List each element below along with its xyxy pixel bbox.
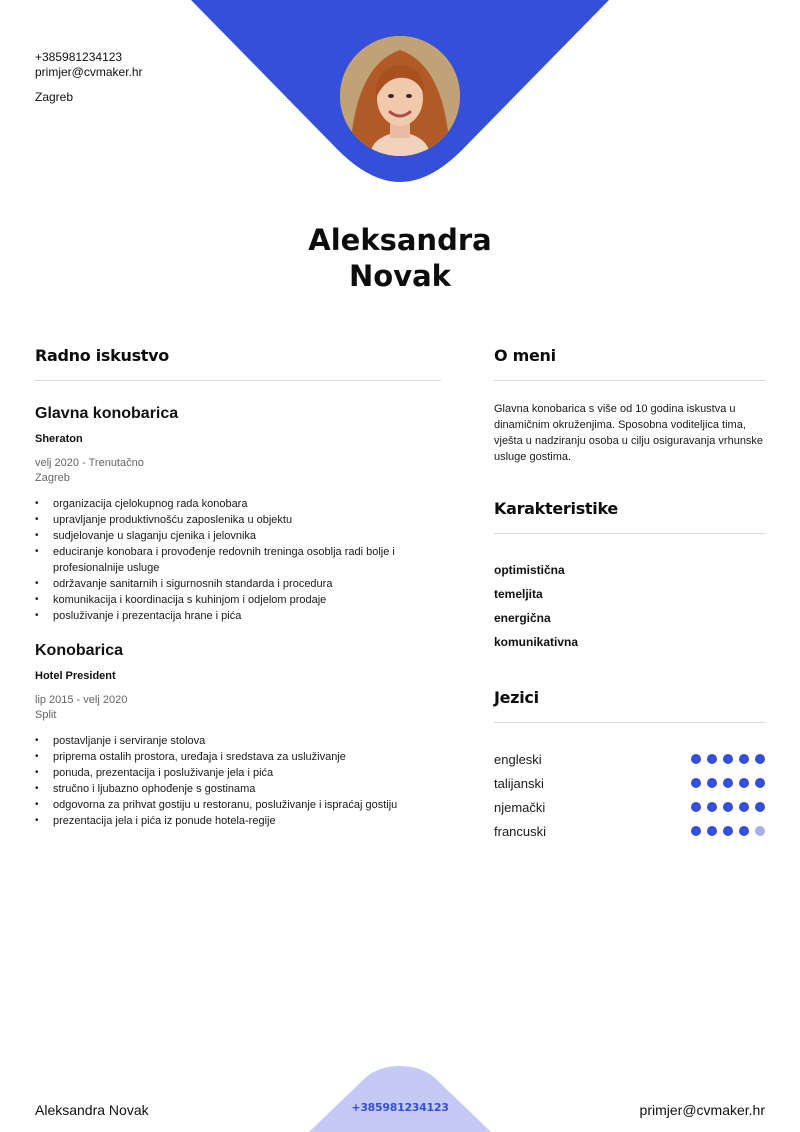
level-dot bbox=[691, 778, 701, 788]
job-city: Split bbox=[35, 709, 57, 721]
level-dot bbox=[723, 802, 733, 812]
trait-item: energična bbox=[494, 611, 551, 625]
list-item: • priprema ostalih prostora, uređaja i sredstava za usluživanje bbox=[35, 749, 441, 765]
last-name: Novak bbox=[349, 259, 451, 293]
traits-title: Karakteristike bbox=[494, 499, 765, 534]
level-dot bbox=[755, 778, 765, 788]
email-text[interactable]: primjer@cvmaker.hr bbox=[35, 65, 143, 79]
language-row bbox=[494, 771, 765, 795]
sidebar-sections bbox=[494, 346, 765, 843]
language-row bbox=[494, 795, 765, 819]
footer-email[interactable]: primjer@cvmaker.hr bbox=[639, 1102, 765, 1118]
languages-title: Jezici bbox=[494, 688, 765, 723]
level-dot bbox=[707, 802, 717, 812]
list-item: • upravljanje produktivnošću zaposlenika u objektu bbox=[35, 512, 441, 528]
experience-section bbox=[35, 346, 441, 829]
level-dot bbox=[755, 754, 765, 764]
level-dot bbox=[739, 778, 749, 788]
traits-list bbox=[494, 558, 765, 654]
full-name bbox=[0, 222, 800, 294]
language-name: francuski bbox=[494, 823, 547, 839]
list-item: • organizacija cjelokupnog rada konobara bbox=[35, 496, 441, 512]
level-dot bbox=[723, 778, 733, 788]
experience-title: Radno iskustvo bbox=[35, 346, 441, 381]
about-text: Glavna konobarica s više od 10 godina iskustva u dinamičnim okruženjima. Sposobna voditeljica tima, vješta u nadziranju osoba u cilju osiguravanja vrhunske usluge gostima. bbox=[494, 403, 764, 463]
job-dates: lip 2015 - velj 2020 bbox=[35, 694, 128, 706]
city-text: Zagreb bbox=[35, 90, 74, 104]
job-company: Sheraton bbox=[35, 433, 83, 445]
level-dot bbox=[707, 754, 717, 764]
language-row bbox=[494, 747, 765, 771]
job-duties bbox=[35, 496, 441, 624]
trait-item: temeljita bbox=[494, 587, 543, 601]
list-item: • komunikacija i koordinacija s kuhinjom i odjelom prodaje bbox=[35, 592, 441, 608]
level-dot bbox=[691, 754, 701, 764]
languages-list bbox=[494, 747, 765, 843]
level-dot bbox=[755, 802, 765, 812]
level-dot bbox=[723, 826, 733, 836]
trait-item: optimistična bbox=[494, 563, 565, 577]
list-item: • educiranje konobara i provođenje redovnih treninga osoblja radi bolje i profesionalnije usluge bbox=[35, 544, 441, 576]
job-company: Hotel President bbox=[35, 670, 116, 682]
level-dot bbox=[707, 826, 717, 836]
job-entry bbox=[35, 405, 441, 624]
list-item: • ponuda, prezentacija i posluživanje jela i pića bbox=[35, 765, 441, 781]
phone-text[interactable]: +385981234123 bbox=[35, 50, 123, 64]
level-dot bbox=[739, 754, 749, 764]
job-entry bbox=[35, 642, 441, 829]
footer-phone[interactable]: +385981234123 bbox=[351, 1101, 449, 1114]
first-name: Aleksandra bbox=[308, 223, 492, 257]
language-name: njemački bbox=[494, 799, 546, 815]
job-duties bbox=[35, 733, 441, 829]
profile-photo bbox=[340, 36, 460, 156]
list-item: • stručno i ljubazno ophođenje s gostinama bbox=[35, 781, 441, 797]
job-dates: velj 2020 - Trenutačno bbox=[35, 457, 144, 469]
job-title: Konobarica bbox=[35, 642, 124, 659]
footer-accent-shape bbox=[309, 1066, 491, 1132]
list-item: • postavljanje i serviranje stolova bbox=[35, 733, 441, 749]
language-row bbox=[494, 819, 765, 843]
language-name: engleski bbox=[494, 751, 542, 767]
list-item: • posluživanje i prezentacija hrane i pića bbox=[35, 608, 441, 624]
level-dot bbox=[755, 826, 765, 836]
level-dot bbox=[739, 826, 749, 836]
language-level bbox=[691, 826, 765, 836]
job-city: Zagreb bbox=[35, 472, 70, 484]
job-title: Glavna konobarica bbox=[35, 405, 179, 422]
level-dot bbox=[707, 778, 717, 788]
about-title: O meni bbox=[494, 346, 765, 381]
level-dot bbox=[739, 802, 749, 812]
level-dot bbox=[691, 802, 701, 812]
footer-name: Aleksandra Novak bbox=[35, 1102, 149, 1118]
list-item: • sudjelovanje u slaganju cjenika i jelovnika bbox=[35, 528, 441, 544]
language-level bbox=[691, 802, 765, 812]
list-item: • održavanje sanitarnih i sigurnosnih standarda i procedura bbox=[35, 576, 441, 592]
level-dot bbox=[723, 754, 733, 764]
trait-item: komunikativna bbox=[494, 635, 579, 649]
language-level bbox=[691, 754, 765, 764]
list-item: • prezentacija jela i pića iz ponude hotela-regije bbox=[35, 813, 441, 829]
level-dot bbox=[691, 826, 701, 836]
list-item: • odgovorna za prihvat gostiju u restoranu, posluživanje i ispraćaj gostiju bbox=[35, 797, 441, 813]
language-level bbox=[691, 778, 765, 788]
contact-info bbox=[35, 50, 143, 105]
language-name: talijanski bbox=[494, 775, 544, 791]
